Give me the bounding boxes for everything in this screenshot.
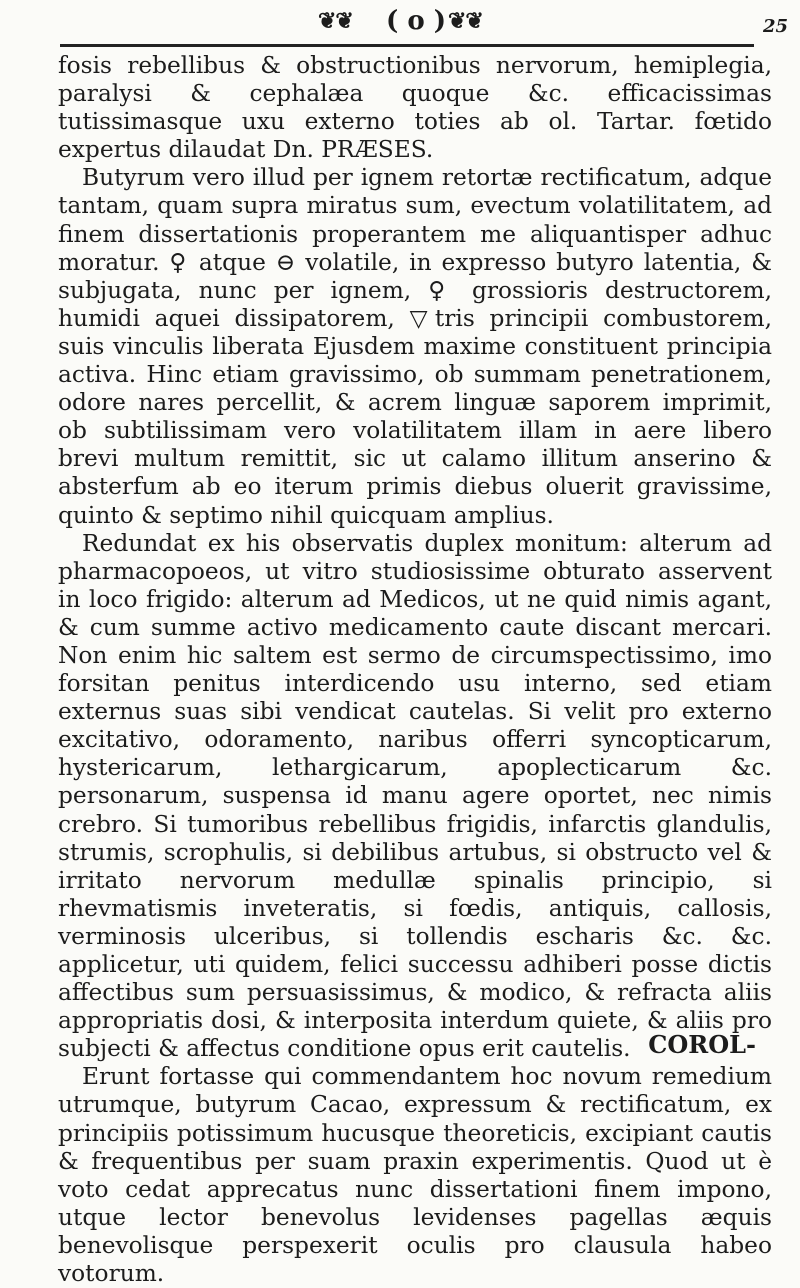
header-ornament-left: ❦❦: [318, 8, 353, 34]
header-page-marker: ( o ): [386, 6, 447, 36]
header-ornament-right: ❦❦: [448, 8, 483, 34]
paragraph-4: Erunt fortasse qui commendantem hoc novum remedium utrumque, butyrum Cacao, expressum & rectificatum, ex principiis potissimum hucusque theoreticis, excipiant cautis & frequentibus per suam praxin experimentis. Quod ut è voto cedat apprecatus nunc dissertationi finem impono, utque lector benevolus levidenses pagellas æquis benevolisque perspexerit oculis pro clausula habeo votorum.: [58, 1063, 772, 1288]
paragraph-2: Butyrum vero illud per ignem retortæ rectificatum, adque tantam, quam supra miratus sum, evectum volatilitatem, ad finem dissertationis properantem me aliquantisper adhuc moratur. ♀ atque ⊖ volatile, in expresso butyro latentia, & subjugata, nunc per ignem, ♀ grossioris destructorem, humidi aquei dissipatorem, ▽tris principii combustorem, suis vinculis liberata Ejusdem maxime constituent principia activa. Hinc etiam gravissimo, ob summam penetrationem, odore nares percellit, & acrem linguæ saporem imprimit, ob subtilissimam vero volatilitatem illam in aere libero brevi multum remittit, sic ut calamo illitum anserino & absterfum ab eo iterum primis diebus oluerit gravissime, quinto & septimo nihil quicquam amplius.: [58, 164, 772, 529]
paragraph-1: fosis rebellibus & obstructionibus nervorum, hemiplegia, paralysi & cephalæa quoque &c. efficacissimas tutissimasque uxu externo toties ab ol. Tartar. fœtido expertus dilaudat Dn. PRÆSES.: [58, 52, 772, 164]
header-rule: [60, 44, 754, 47]
paragraph-3: Redundat ex his observatis duplex monitum: alterum ad pharmacopoeos, ut vitro studiosissime obturato asservent in loco frigido: alterum ad Medicos, ut ne quid nimis agant, & cum summe activo medicamento caute discant mercari. Non enim hic saltem est sermo de circumspectissimo, imo forsitan penitus interdicendo usu interno, sed etiam externus suas sibi vendicat cautelas. Si velit pro externo excitativo, odoramento, naribus offerri syncopticarum, hystericarum, lethargicarum, apoplecticarum &c. personarum, suspensa id manu agere oportet, nec nimis crebro. Si tumoribus rebellibus frigidis, infarctis glandulis, strumis, scrophulis, si debilibus artubus, si obstructo vel & irritato nervorum medullæ spinalis principio, si rhevmatismis inveteratis, si fœdis, antiquis, callosis, verminosis ulceribus, si tollendis escharis &c. &c. applicetur, uti quidem, felici successu adhiberi posse dictis affectibus sum persuasissimus, & modico, & refracta aliis appropriatis dosi, & interposita interdum quiete, & aliis pro subjecti & affectus conditione opus erit cautelis.: [58, 529, 772, 1063]
page-number: 25: [762, 16, 788, 37]
catchword: COROL-: [648, 1030, 756, 1059]
body-text: [58, 52, 772, 1288]
